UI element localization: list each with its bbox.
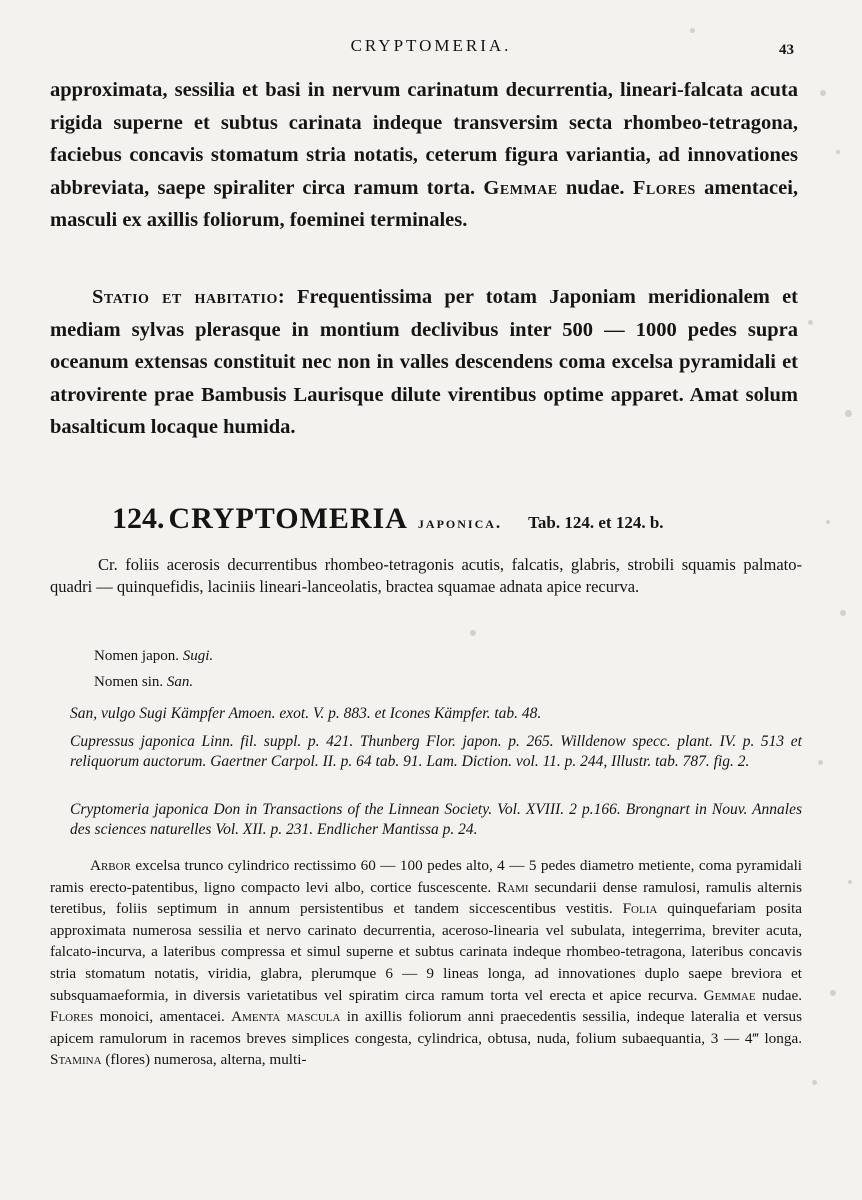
label-flores: Flores xyxy=(632,176,696,199)
habitat-text: : Frequentissima per totam Japoniam meridionalem et mediam sylvas plerasque in montium declivibus inter 500 — 1000 pedes supra oceanum extensas constituit nec non in valles descendens coma excelsa pyramidali et atrovirente prae Bambusis Laurisque dilute virentibus optime apparet. Amat solum basalticum locaque humida. xyxy=(50,286,798,438)
description-text: nudae. xyxy=(761,986,803,1004)
name-chinese-label: Nomen sin. xyxy=(94,674,164,690)
table-reference: Tab. 124. et 124. b. xyxy=(528,513,664,532)
species-description xyxy=(50,855,802,1071)
name-japanese xyxy=(94,648,804,665)
leaves-text: approximata, sessilia et basi in nervum carinatum decurrentia, lineari-falcata acuta rigida superne et subtus carinata indeque transversim secta rhombeo-tetragona, faciebus concavis stomatum stria notatis, ceterum figura variantia, ad innovationes abbreviata, saepe spiraliter circa ramum torta. xyxy=(50,79,798,199)
species-number: 124. xyxy=(112,502,165,535)
synonym-entry: San, vulgo Sugi Kämpfer Amoen. exot. V. p. 883. et Icones Kämpfer. tab. 48. xyxy=(70,705,542,722)
label-folia: Folia xyxy=(622,900,658,918)
paragraph-leaves xyxy=(50,74,798,237)
running-head xyxy=(0,36,862,58)
label-flores: Flores xyxy=(50,1008,94,1026)
species-epithet: japonica. xyxy=(417,513,503,532)
label-amenta: Amenta mascula xyxy=(231,1008,341,1026)
flores-text: amentacei, masculi ex axillis foliorum, foeminei terminales. xyxy=(50,176,799,231)
gemmae-text: nudae. xyxy=(565,176,625,199)
label-rami: Rami xyxy=(497,878,529,896)
label-arbor: Arbor xyxy=(90,857,131,874)
paragraph-habitat xyxy=(50,281,798,444)
name-chinese xyxy=(94,674,804,691)
name-japanese-value: Sugi. xyxy=(182,648,214,664)
description-text: (flores) numerosa, alterna, multi- xyxy=(105,1051,307,1069)
species-genus: CRYPTOMERIA xyxy=(168,502,408,535)
description-text: secundarii dense ramulosi, ramulis alternis teretibus, foliis septimum in annum persistentibus et tandem siccescentibus vestitis. xyxy=(50,878,803,918)
description-text: quinquefariam posita approximata numerosa sessilia et nervo carinato decurrentia, aceroso-linearia vel subulata, integerrima, breviter acuta, falcato-incurva, a lateribus compressa et simul superne et subtus carinata indeque rhombeo-tetragona, lateribus concavis stria stomatum notatis, viridia, glabra, plerumque 6 — 9 lineas longa, ad innovationes duplo saepe breviora et subsquamaeformia, in diversis varietatibus vel spiratim circa ramum torta vel erecta et apice recurva. xyxy=(50,900,803,1004)
label-gemmae: Gemmae xyxy=(483,176,558,199)
species-heading xyxy=(112,502,812,536)
page-number: 43 xyxy=(779,42,794,58)
description-text: in axillis foliorum anni praecedentis sessilia, indeque lateralia et versus apicem ramulorum in racemos breves simplices congesta, cylindrica, obtusa, nuda, folium subaequantia, 3 — 4‴ longa. xyxy=(50,1008,803,1047)
synonym-entry: Cryptomeria japonica Don in Transactions of the Linnean Society. Vol. XVIII. 2 p.166. Brongnart in Nouv. Annales des sciences naturelles Vol. XII. p. 231. Endlicher Mantissa p. 24. xyxy=(70,801,802,838)
label-stamina: Stamina xyxy=(50,1051,102,1069)
description-text: monoici, amentacei. xyxy=(99,1008,225,1026)
label-statio: Statio et habitatio xyxy=(92,286,278,308)
name-japanese-label: Nomen japon. xyxy=(94,648,179,664)
synonym-entry: Cupressus japonica Linn. fil. suppl. p. 421. Thunberg Flor. japon. p. 265. Willdenow specc. plant. IV. p. 513 et reliquorum auctorum. Gaertner Carpol. II. p. 64 tab. 91. Lam. Diction. vol. 11. p. 244, Illustr. tab. 787. fig. 2. xyxy=(70,733,802,770)
running-title: CRYPTOMERIA. xyxy=(350,36,512,55)
label-gemmae: Gemmae xyxy=(703,986,756,1004)
species-diagnosis: Cr. foliis acerosis decurrentibus rhombeo-tetragonis acutis, falcatis, glabris, strobili squamis palmato-quadri — quinquefidis, laciniis lineari-lanceolatis, bractea squamae adnata apice recurva. xyxy=(50,555,802,596)
name-chinese-value: San. xyxy=(166,674,194,690)
description-text: excelsa trunco cylindrico rectissimo 60 — 100 pedes alto, 4 — 5 pedes diametro metiente, coma pyramidali ramis erecto-patentibus, ligno compacto levi albo, cortice fuscescente. xyxy=(50,857,803,896)
